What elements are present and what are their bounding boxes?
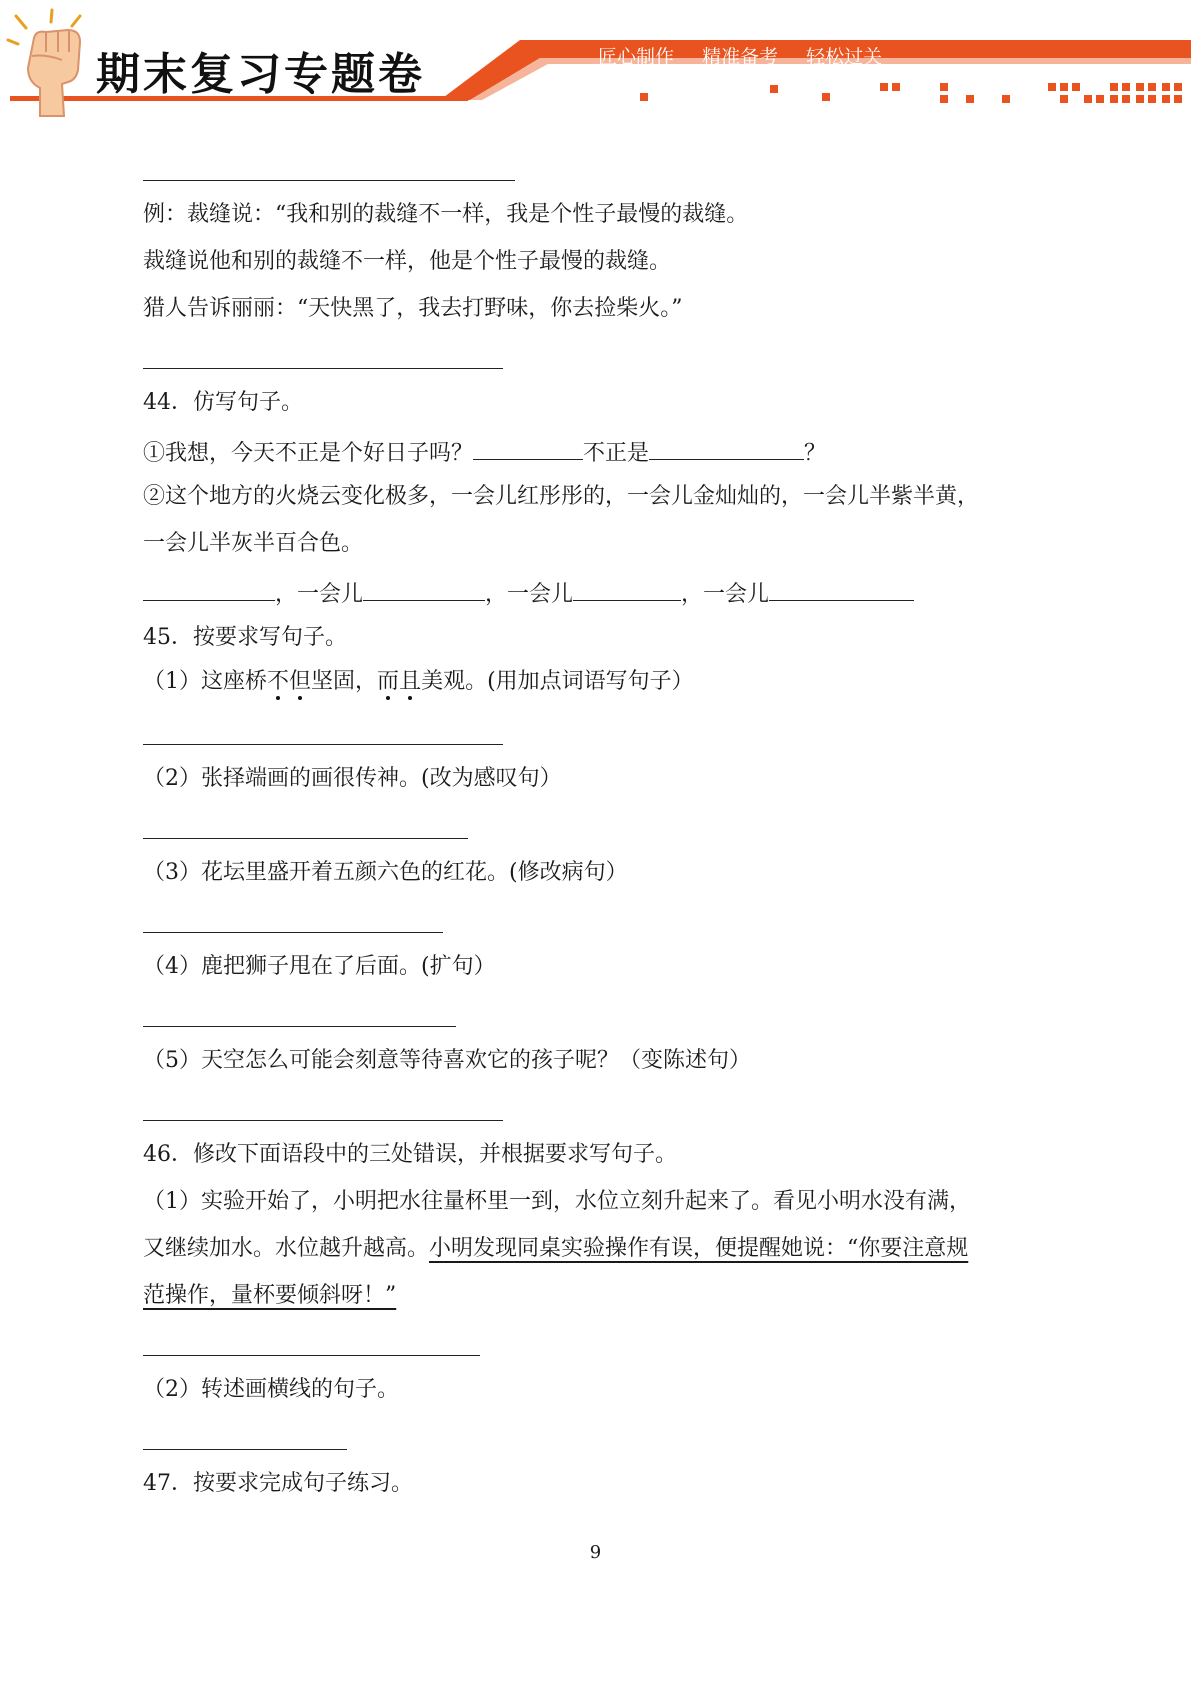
question-44-imitation-line: [143, 576, 914, 610]
q45-1-text: （1）这座桥: [143, 669, 267, 694]
q44-3-part: ，一会儿: [485, 582, 574, 607]
question-45-item-1: [143, 667, 694, 697]
example-line: 例：裁缝说：“我和别的裁缝不一样，我是个性子最慢的裁缝。: [143, 202, 749, 227]
fill-blank[interactable]: [363, 576, 485, 601]
question-45-title: 45．按要求写句子。: [143, 625, 347, 650]
question-45-item-5: （5）天空怎么可能会刻意等待喜欢它的孩子呢？（变陈述句）: [143, 1048, 751, 1073]
fist-icon: [6, 8, 96, 118]
fill-blank[interactable]: [143, 576, 275, 601]
header-slogan: [598, 42, 904, 69]
answer-blank[interactable]: [143, 932, 443, 933]
page-header: [0, 0, 1191, 120]
underlined-sentence: 范操作，量杯要倾斜呀！”: [143, 1283, 397, 1308]
answer-blank[interactable]: [143, 368, 503, 369]
header-title: 期末复习专题卷: [96, 49, 425, 100]
question-44-title: 44．仿写句子。: [143, 390, 303, 415]
question-44-item-2: ②这个地方的火烧云变化极多，一会儿红彤彤的，一会儿金灿灿的，一会儿半紫半黄，: [143, 484, 980, 509]
exercise-sentence: 猎人告诉丽丽：“天快黑了，我去打野味，你去捡柴火。”: [143, 296, 683, 321]
q44-1-end: ？: [804, 441, 827, 466]
fill-blank[interactable]: [573, 576, 681, 601]
question-47-title: 47．按要求完成句子练习。: [143, 1471, 413, 1496]
q44-3-part: ，一会儿: [275, 582, 364, 607]
answer-blank[interactable]: [143, 1355, 480, 1356]
answer-blank[interactable]: [143, 838, 468, 839]
question-45-item-4: （4）鹿把狮子甩在了后面。(扩句）: [143, 954, 496, 979]
answer-blank[interactable]: [143, 744, 503, 745]
underlined-sentence: 小明发现同桌实验操作有误，便提醒她说：“你要注意规: [429, 1236, 969, 1261]
question-45-item-2: （2）张择端画的画很传神。(改为感叹句）: [143, 766, 562, 791]
example-answer: 裁缝说他和别的裁缝不一样，他是个性子最慢的裁缝。: [143, 249, 672, 274]
fill-blank[interactable]: [649, 435, 804, 460]
page-number: 9: [589, 1542, 602, 1563]
passage-text: 又继续加水。水位越升越高。: [143, 1236, 430, 1261]
answer-blank[interactable]: [143, 1449, 347, 1450]
question-44-item-1: [143, 435, 826, 469]
dotted-word: 不: [267, 669, 290, 694]
question-46-title: 46．修改下面语段中的三处错误，并根据要求写句子。: [143, 1142, 677, 1167]
question-46-passage-line: [143, 1234, 968, 1264]
answer-blank[interactable]: [143, 1026, 456, 1027]
question-46-item-2: （2）转述画横线的句子。: [143, 1377, 399, 1402]
q44-1-mid: 不正是: [583, 441, 650, 466]
question-46-item-1: （1）实验开始了，小明把水往量杯里一到，水位立刻升起来了。看见小明水没有满，: [143, 1189, 971, 1214]
question-44-item-2-cont: 一会儿半灰半百合色。: [143, 531, 364, 556]
answer-blank[interactable]: [143, 180, 515, 181]
q44-3-part: ，一会儿: [681, 582, 770, 607]
q45-1-text: 坚固，: [311, 669, 378, 694]
dotted-word: 且: [399, 669, 422, 694]
slogan-3: 轻松过关: [806, 46, 883, 68]
dotted-word: 而: [377, 669, 400, 694]
dotted-word: 但: [289, 669, 312, 694]
slogan-2: 精准备考: [702, 46, 779, 68]
q44-1-text: ①我想，今天不正是个好日子吗？: [143, 441, 474, 466]
slogan-1: 匠心制作: [598, 46, 675, 68]
answer-blank[interactable]: [143, 1120, 503, 1121]
question-46-passage-line-2: [143, 1281, 396, 1311]
fill-blank[interactable]: [473, 435, 583, 460]
q45-1-text: 美观。(用加点词语写句子）: [421, 669, 694, 694]
fill-blank[interactable]: [769, 576, 914, 601]
question-45-item-3: （3）花坛里盛开着五颜六色的红花。(修改病句）: [143, 860, 628, 885]
